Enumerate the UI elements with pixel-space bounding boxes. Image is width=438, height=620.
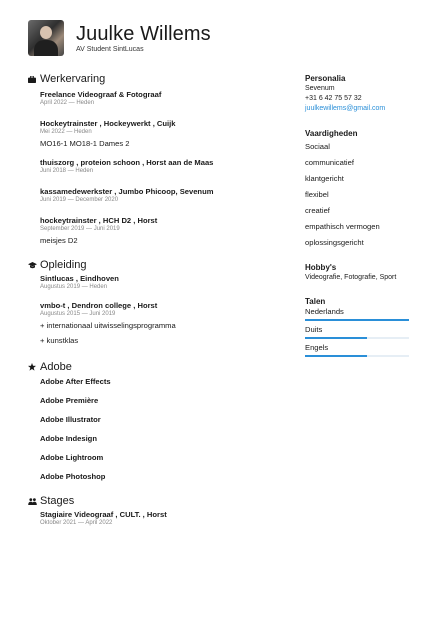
language-level-track (305, 337, 409, 339)
personal-section (305, 74, 410, 114)
skills-section (305, 129, 410, 251)
skill-item: oplossingsgericht (305, 238, 364, 247)
internships-section (28, 494, 283, 528)
skill-item: Sociaal (305, 142, 330, 151)
experience-item-title: thuiszorg , proteion schoon , Horst aan de Maas (40, 158, 214, 167)
education-item-title: vmbo-t , Dendron college , Horst (40, 301, 158, 310)
language-item (305, 343, 410, 361)
personal-title: Personalia (305, 74, 346, 83)
language-name: Nederlands (305, 307, 344, 316)
internship-item-title: Stagiaire Videograaf , CULT. , Horst (40, 510, 167, 519)
main-column (28, 72, 283, 528)
skill-item: empathisch vermogen (305, 222, 380, 231)
education-item-description: + internationaal uitwisselingsprogramma (40, 321, 176, 330)
language-name: Engels (305, 343, 329, 352)
education-item-title: Sintlucas , Eindhoven (40, 274, 119, 283)
experience-item (40, 90, 283, 108)
person-name: Juulke Willems (76, 23, 211, 45)
education-section (28, 258, 283, 346)
experience-item-date: September 2019 — Juni 2019 (40, 226, 120, 232)
internships-title (27, 494, 283, 508)
skill-item: flexibel (305, 190, 329, 199)
experience-item-description: MO16-1 MO18-1 Dames 2 (40, 139, 130, 148)
experience-item (40, 187, 283, 205)
adobe-title (27, 360, 283, 374)
adobe-skill-item: Adobe Photoshop (40, 472, 106, 481)
language-item (305, 307, 410, 325)
experience-item-date: April 2022 — Heden (40, 100, 95, 106)
experience-item-title: Hockeytrainster , Hockeywerkt , Cuijk (40, 119, 176, 128)
skill-item: communicatief (305, 158, 354, 167)
hobbies-title: Hobby's (305, 263, 337, 272)
experience-item-date: Juni 2019 — December 2020 (40, 197, 119, 203)
experience-section (28, 72, 283, 246)
education-item (40, 301, 283, 346)
adobe-skill-item: Adobe Illustrator (40, 415, 101, 424)
experience-item-description: meisjes D2 (40, 236, 78, 245)
experience-item-title: kassamedewerkster , Jumbo Phicoop, Sevenum (40, 187, 214, 196)
internship-item-date: Oktober 2021 — April 2022 (40, 520, 113, 526)
avatar-head (40, 26, 52, 39)
education-item-description: + kunstklas (40, 336, 79, 345)
language-level-fill (305, 355, 367, 357)
adobe-skill-item: Adobe After Effects (40, 377, 111, 386)
skills-title: Vaardigheden (305, 129, 358, 138)
avatar-body (34, 40, 58, 56)
internship-item (40, 510, 283, 528)
experience-item-date: Juni 2018 — Heden (40, 168, 94, 174)
education-item (40, 274, 283, 292)
people-icon (27, 498, 37, 505)
personal-phone: +31 6 42 75 57 32 (305, 95, 362, 102)
avatar (28, 20, 64, 56)
experience-item-title: Freelance Videograaf & Fotograaf (40, 90, 162, 99)
hobbies-section (305, 263, 410, 283)
education-title (27, 258, 283, 272)
skill-item: creatief (305, 206, 330, 215)
star-icon (27, 363, 37, 371)
experience-title-label: Werkervaring (40, 73, 106, 85)
personal-email-link[interactable]: juulkewillems@gmail.com (305, 105, 386, 112)
languages-title: Talen (305, 297, 326, 306)
education-title-label: Opleiding (40, 259, 87, 271)
language-level-fill (305, 337, 367, 339)
graduation-cap-icon (27, 262, 37, 269)
experience-item (40, 158, 283, 176)
briefcase-icon (27, 76, 37, 83)
skill-item: klantgericht (305, 174, 344, 183)
language-level-fill (305, 319, 409, 321)
adobe-skill-item: Adobe Indesign (40, 434, 97, 443)
adobe-skill-item: Adobe Première (40, 396, 99, 405)
education-item-date: Augustus 2015 — Juni 2019 (40, 311, 116, 317)
languages-section (305, 297, 410, 361)
adobe-skill-item: Adobe Lightroom (40, 453, 104, 462)
experience-item-title: hockeytrainster , HCH D2 , Horst (40, 216, 158, 225)
adobe-title-label: Adobe (40, 361, 72, 373)
person-subtitle: AV Student SintLucas (76, 46, 144, 53)
education-item-date: Augustus 2019 — Heden (40, 284, 108, 290)
internships-title-label: Stages (40, 495, 75, 507)
adobe-section (28, 360, 283, 481)
language-level-track (305, 355, 409, 357)
personal-city: Sevenum (305, 85, 335, 92)
experience-title (27, 72, 283, 86)
experience-item (40, 216, 283, 246)
experience-item-date: Mei 2022 — Heden (40, 129, 92, 135)
language-name: Duits (305, 325, 323, 334)
sidebar-column (305, 74, 410, 361)
language-level-track (305, 319, 409, 321)
language-item (305, 325, 410, 343)
hobbies-text: Videografie, Fotografie, Sport (305, 274, 397, 281)
experience-item (40, 119, 283, 149)
